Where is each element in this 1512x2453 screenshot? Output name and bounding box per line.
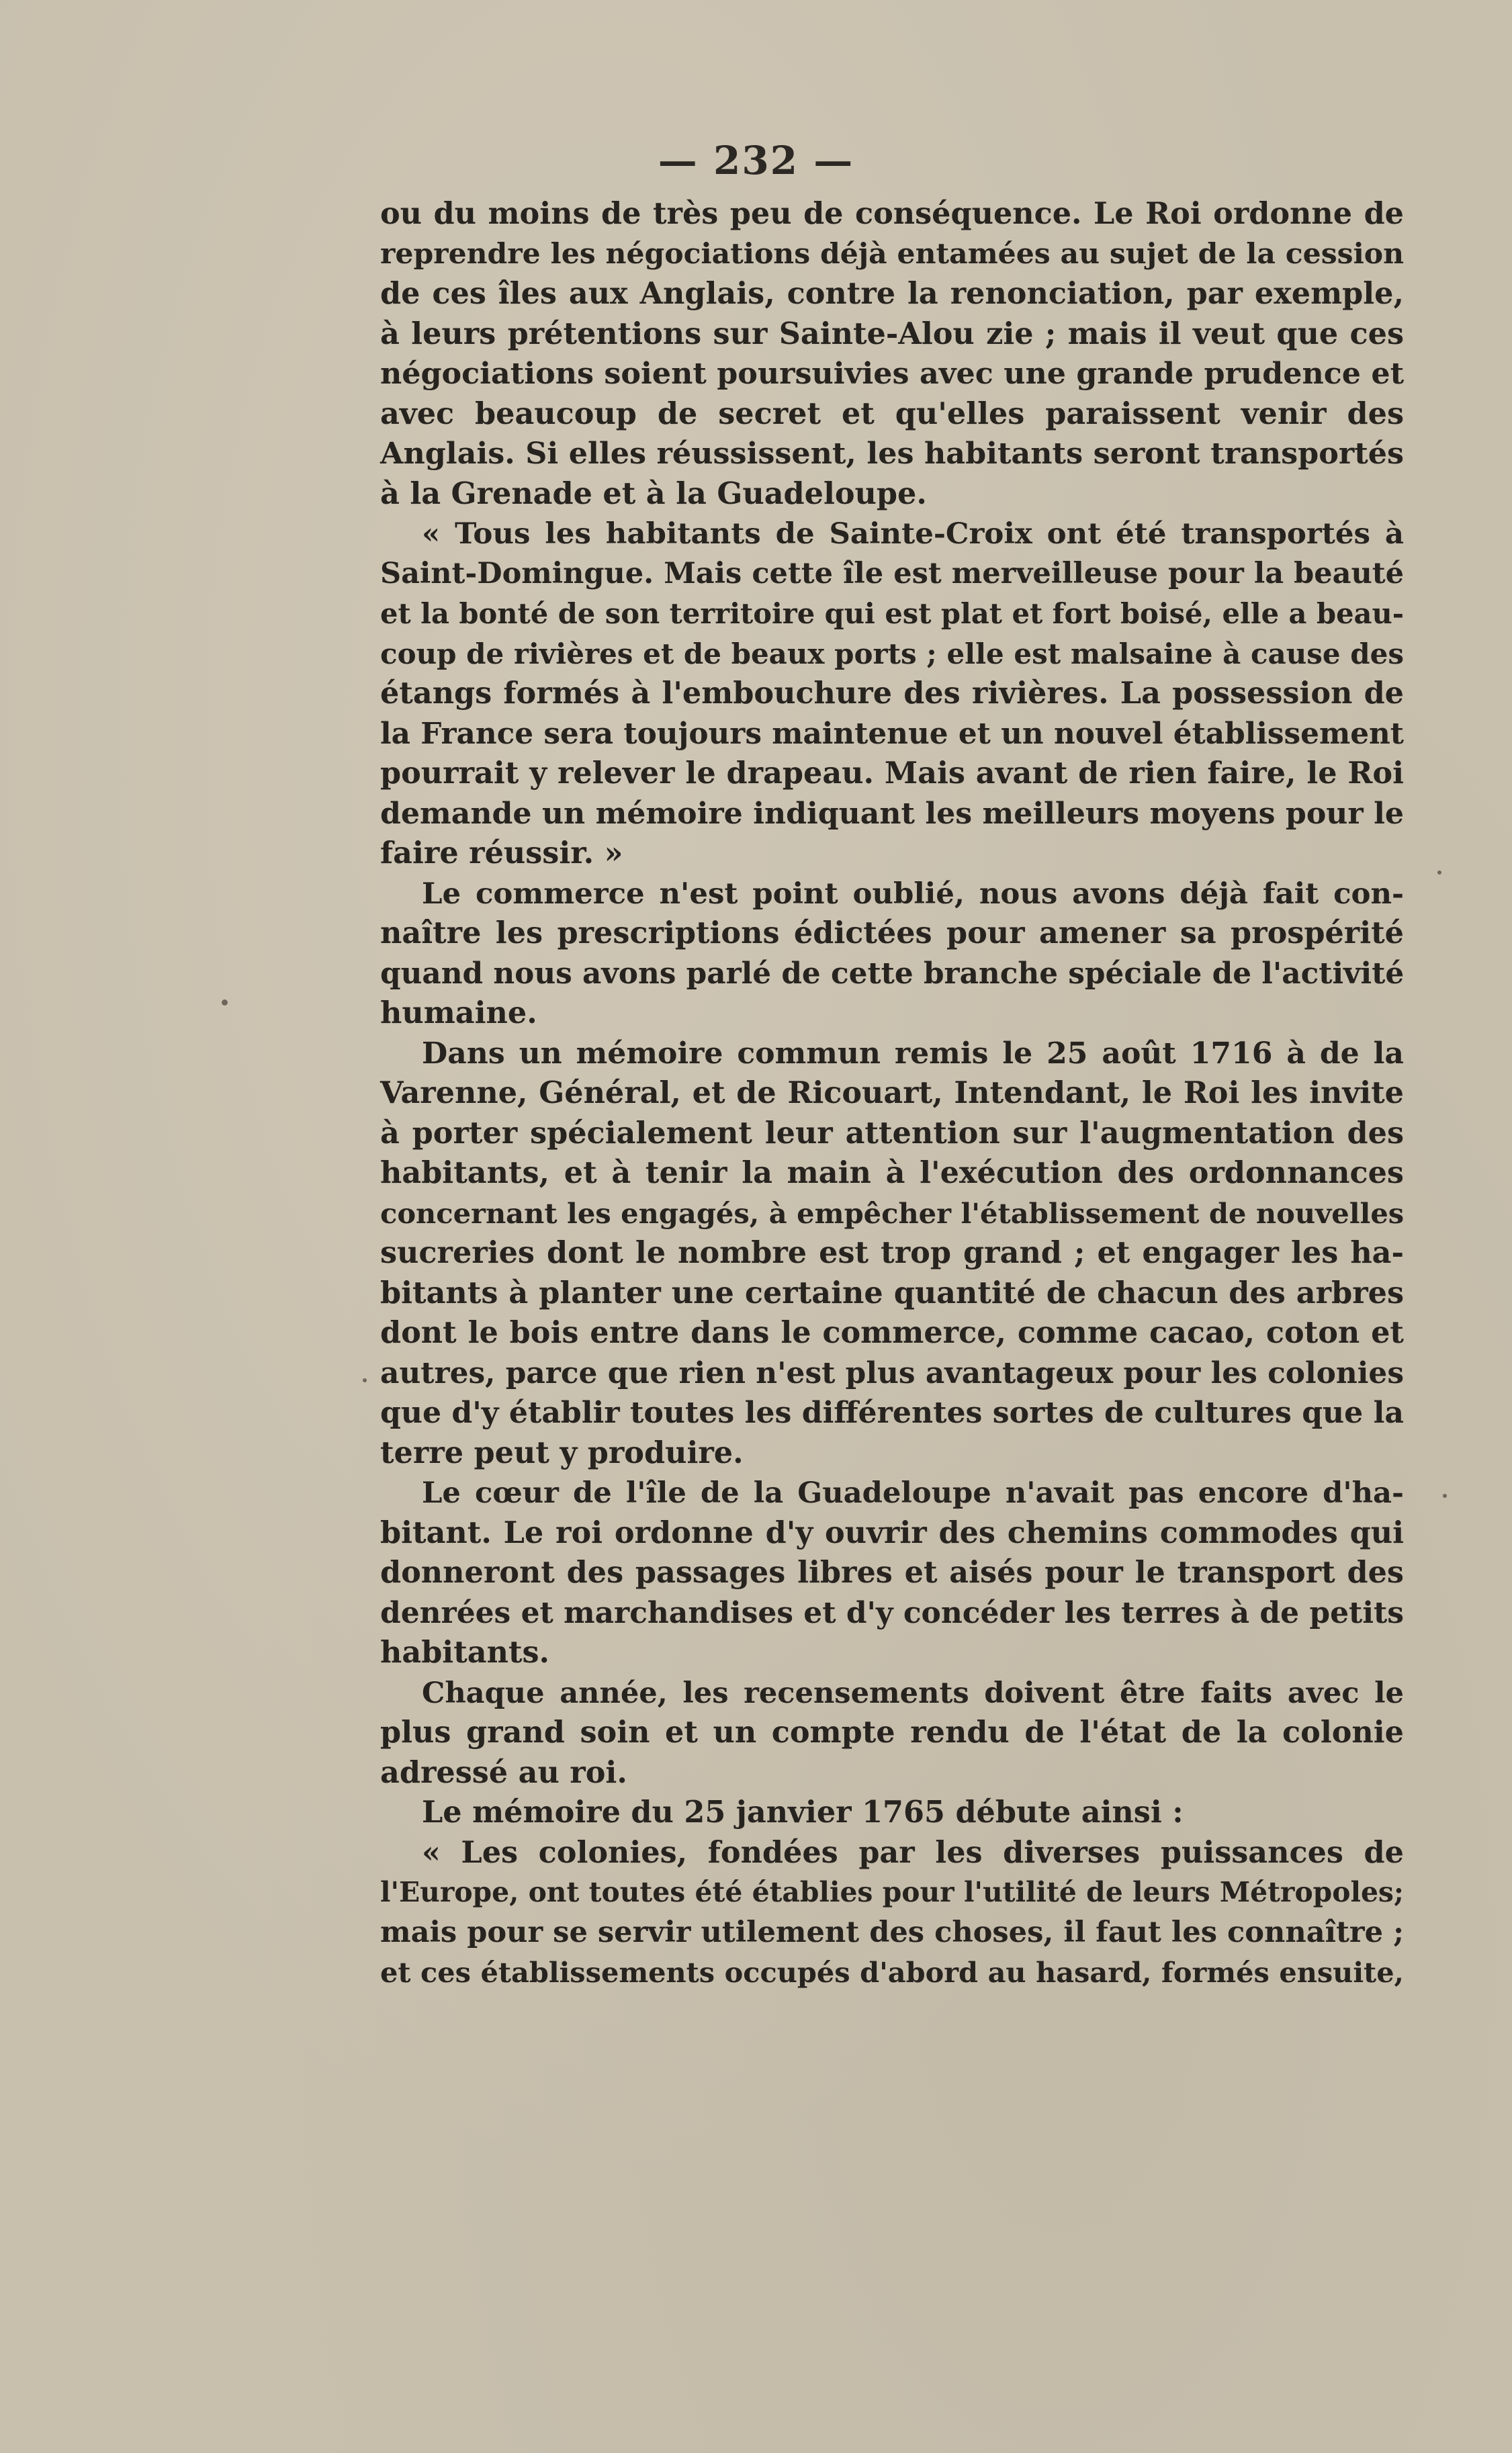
- text-line: donneront des passages libres et aisés pour le transport des: [380, 1555, 1404, 1590]
- text-line: bitant. Le roi ordonne d'y ouvrir des chemins commodes qui: [380, 1515, 1404, 1550]
- text-line: Le cœur de l'île de la Guadeloupe n'avait pas encore d'ha-: [422, 1476, 1404, 1510]
- text-line: habitants.: [380, 1635, 550, 1670]
- text-line: quand nous avons parlé de cette branche spéciale de l'activité: [380, 956, 1405, 991]
- text-line: terre peut y produire.: [380, 1435, 744, 1470]
- text-line: et ces établissements occupés d'abord au hasard, formés ensuite,: [380, 1956, 1404, 1989]
- text-line: avec beaucoup de secret et qu'elles paraissent venir des: [380, 396, 1404, 431]
- text-line: concernant les engagés, à empêcher l'établissement de nouvelles: [380, 1196, 1405, 1230]
- text-line: coup de rivières et de beaux ports ; elle est malsaine à cause des: [380, 637, 1404, 670]
- text-line: humaine.: [380, 995, 537, 1030]
- text-line: de ces îles aux Anglais, contre la renonciation, par exemple,: [380, 276, 1404, 311]
- text-line: Saint-Domingue. Mais cette île est merveilleuse pour la beauté: [380, 556, 1404, 590]
- paper-speck: [1443, 1494, 1447, 1498]
- text-line: demande un mémoire indiquant les meilleurs moyens pour le: [380, 796, 1404, 831]
- text-line: habitants, et à tenir la main à l'exécution des ordonnances: [380, 1155, 1404, 1190]
- text-line: Le mémoire du 25 janvier 1765 débute ainsi :: [422, 1795, 1184, 1830]
- text-line: sucreries dont le nombre est trop grand ; et engager les ha-: [380, 1235, 1404, 1270]
- text-line: à la Grenade et à la Guadeloupe.: [380, 476, 927, 511]
- paper-speck: [363, 1378, 367, 1382]
- text-line: Dans un mémoire commun remis le 25 août 1716 à de la: [422, 1036, 1404, 1071]
- text-line: Chaque année, les recensements doivent être faits avec le: [422, 1675, 1404, 1710]
- paper-speck: [222, 999, 228, 1006]
- text-line: à porter spécialement leur attention sur l'augmentation des: [380, 1115, 1404, 1151]
- text-line: « Les colonies, fondées par les diverses puissances de: [422, 1834, 1404, 1870]
- text-line: l'Europe, ont toutes été établies pour l'utilité de leurs Métropoles;: [380, 1876, 1404, 1908]
- text-line: bitants à planter une certaine quantité de chacun des arbres: [380, 1275, 1404, 1310]
- text-line: que d'y établir toutes les différentes sortes de cultures que la: [380, 1396, 1404, 1430]
- text-line: plus grand soin et un compte rendu de l'état de la colonie: [380, 1715, 1404, 1750]
- text-line: étangs formés à l'embouchure des rivières. La possession de: [380, 676, 1404, 711]
- text-line: et la bonté de son territoire qui est plat et fort boisé, elle a beau-: [380, 597, 1405, 630]
- text-line: négociations soient poursuivies avec une grande prudence et: [380, 356, 1405, 391]
- text-line: autres, parce que rien n'est plus avantageux pour les colonies: [380, 1355, 1404, 1390]
- text-line: denrées et marchandises et d'y concéder les terres à de petits: [380, 1595, 1404, 1630]
- text-line: Anglais. Si elles réussissent, les habitants seront transportés: [380, 436, 1404, 471]
- text-line: « Tous les habitants de Sainte-Croix ont été transportés à: [422, 517, 1404, 551]
- text-line: reprendre les négociations déjà entamées au sujet de la cession: [380, 236, 1404, 271]
- page-number: — 232 —: [658, 138, 854, 183]
- text-line: à leurs prétentions sur Sainte-Alou zie ; mais il veut que ces: [380, 316, 1404, 351]
- paper-speck: [1437, 871, 1441, 875]
- text-line: dont le bois entre dans le commerce, comme cacao, coton et: [380, 1315, 1404, 1350]
- text-line: mais pour se servir utilement des choses, il faut les connaître ;: [380, 1915, 1404, 1949]
- text-line: Le commerce n'est point oublié, nous avons déjà fait con-: [422, 876, 1404, 911]
- text-line: pourrait y relever le drapeau. Mais avant de rien faire, le Roi: [380, 756, 1404, 791]
- text-line: Varenne, Général, et de Ricouart, Intendant, le Roi les invite: [380, 1075, 1404, 1110]
- text-line: ou du moins de très peu de conséquence. Le Roi ordonne de: [380, 196, 1404, 231]
- text-line: adressé au roi.: [380, 1754, 627, 1790]
- text-line: la France sera toujours maintenue et un nouvel établissement: [380, 716, 1404, 751]
- text-line: faire réussir. »: [380, 836, 623, 871]
- text-line: naître les prescriptions édictées pour amener sa prospérité: [380, 916, 1404, 950]
- body-text: [380, 194, 1404, 1993]
